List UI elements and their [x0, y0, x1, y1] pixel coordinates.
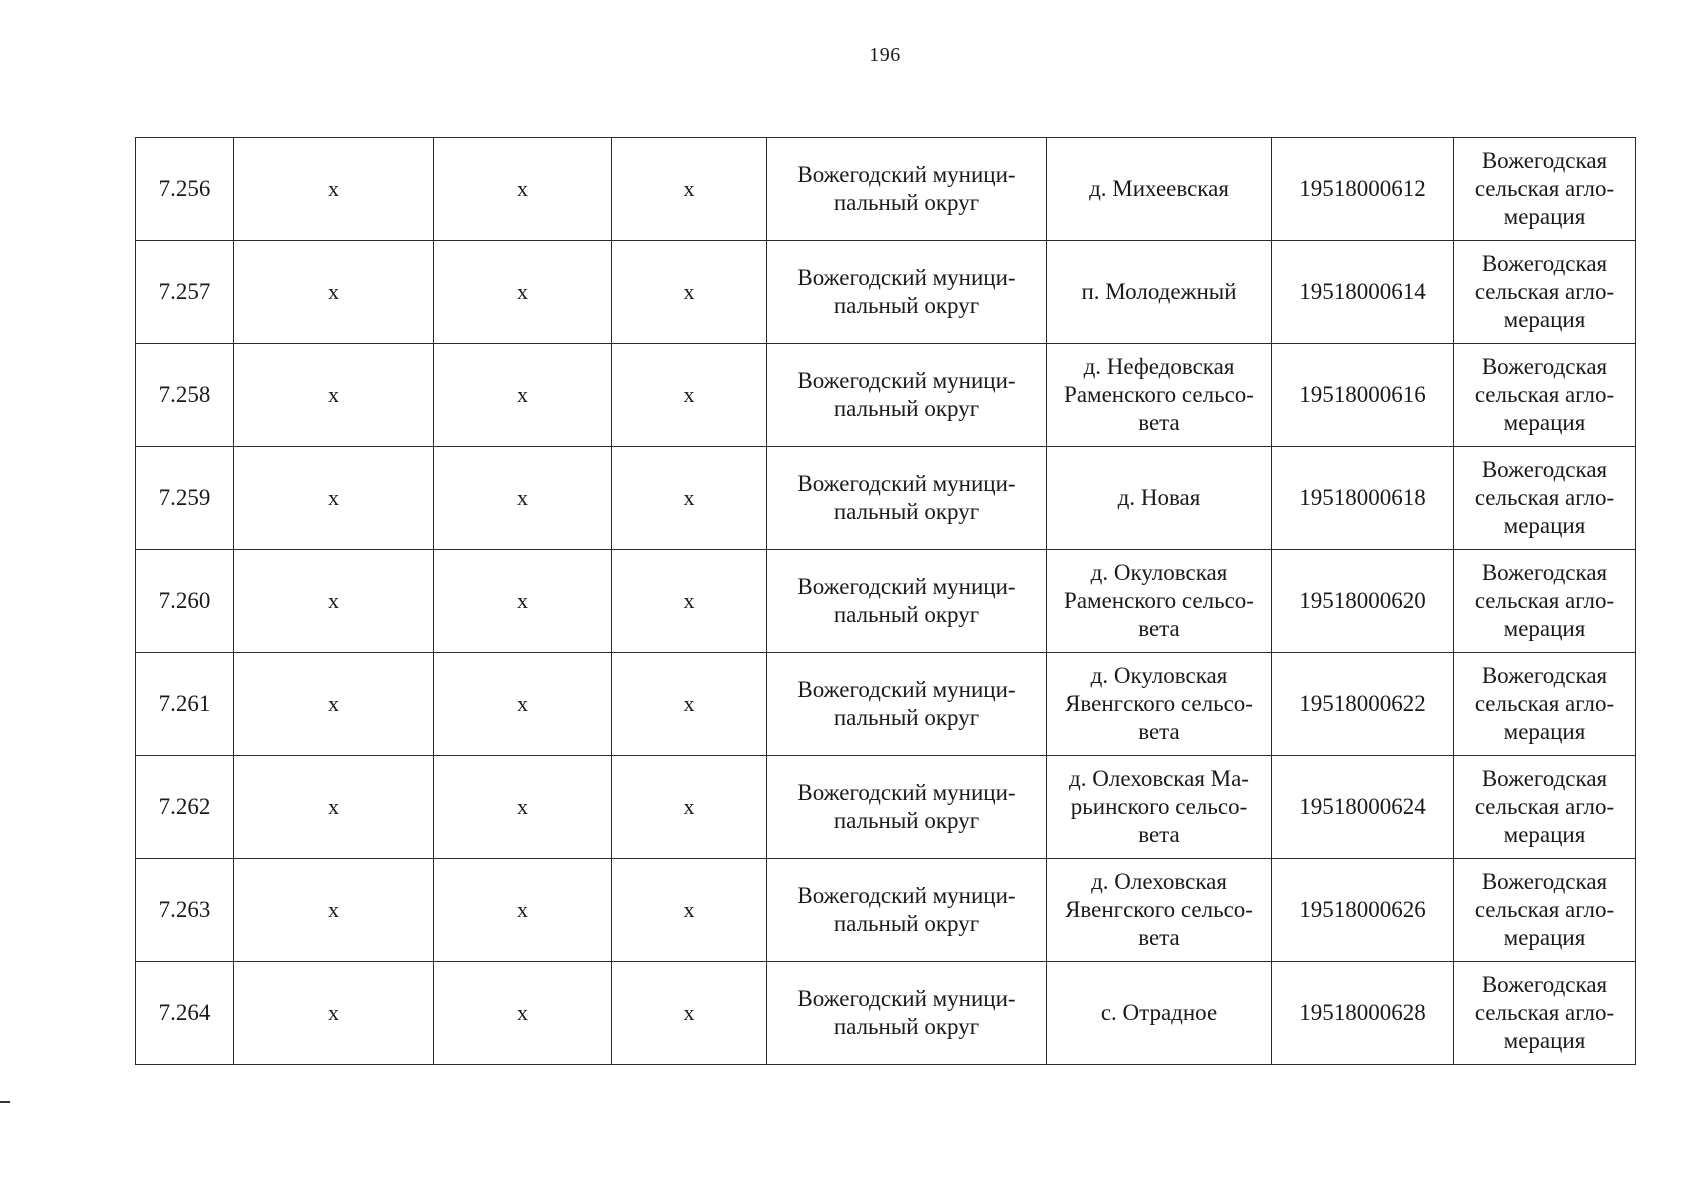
district-cell: Вожегодский муници-пальный округ: [767, 344, 1047, 447]
empty-mark-cell: х: [434, 344, 612, 447]
row-number-cell: 7.261: [136, 653, 234, 756]
code-cell: 19518000618: [1272, 447, 1454, 550]
empty-mark-cell: х: [434, 859, 612, 962]
empty-mark-cell: х: [434, 138, 612, 241]
agglomeration-cell: Вожегодская сельская агло-мерация: [1454, 138, 1636, 241]
agglomeration-cell: Вожегодская сельская агло-мерация: [1454, 447, 1636, 550]
row-number-cell: 7.256: [136, 138, 234, 241]
row-number-cell: 7.260: [136, 550, 234, 653]
row-number-cell: 7.264: [136, 962, 234, 1065]
empty-mark-cell: х: [612, 962, 767, 1065]
agglomeration-cell: Вожегодская сельская агло-мерация: [1454, 756, 1636, 859]
empty-mark-cell: х: [612, 550, 767, 653]
locality-cell: с. Отрадное: [1047, 962, 1272, 1065]
table-row: [136, 138, 1636, 241]
empty-mark-cell: х: [434, 447, 612, 550]
agglomeration-cell: Вожегодская сельская агло-мерация: [1454, 344, 1636, 447]
locality-cell: д. Олеховская Ма-рьинского сельсо-вета: [1047, 756, 1272, 859]
empty-mark-cell: х: [612, 447, 767, 550]
district-cell: Вожегодский муници-пальный округ: [767, 241, 1047, 344]
table-row: [136, 756, 1636, 859]
code-cell: 19518000612: [1272, 138, 1454, 241]
district-cell: Вожегодский муници-пальный округ: [767, 653, 1047, 756]
district-cell: Вожегодский муници-пальный округ: [767, 447, 1047, 550]
locality-cell: д. Олеховская Явенгского сельсо-вета: [1047, 859, 1272, 962]
agglomeration-cell: Вожегодская сельская агло-мерация: [1454, 962, 1636, 1065]
agglomeration-cell: Вожегодская сельская агло-мерация: [1454, 859, 1636, 962]
district-cell: Вожегодский муници-пальный округ: [767, 859, 1047, 962]
empty-mark-cell: х: [612, 138, 767, 241]
code-cell: 19518000620: [1272, 550, 1454, 653]
page-number: 196: [869, 44, 901, 66]
empty-mark-cell: х: [612, 344, 767, 447]
empty-mark-cell: х: [434, 653, 612, 756]
table-row: [136, 962, 1636, 1065]
empty-mark-cell: х: [434, 756, 612, 859]
row-number-cell: 7.259: [136, 447, 234, 550]
code-cell: 19518000626: [1272, 859, 1454, 962]
locality-cell: д. Окуловская Раменского сельсо-вета: [1047, 550, 1272, 653]
row-number-cell: 7.263: [136, 859, 234, 962]
code-cell: 19518000628: [1272, 962, 1454, 1065]
empty-mark-cell: х: [234, 550, 434, 653]
row-number-cell: 7.262: [136, 756, 234, 859]
code-cell: 19518000614: [1272, 241, 1454, 344]
empty-mark-cell: х: [434, 962, 612, 1065]
table-row: [136, 859, 1636, 962]
empty-mark-cell: х: [612, 859, 767, 962]
table-row: [136, 550, 1636, 653]
settlements-table: [135, 137, 1636, 1065]
district-cell: Вожегодский муници-пальный округ: [767, 138, 1047, 241]
code-cell: 19518000616: [1272, 344, 1454, 447]
agglomeration-cell: Вожегодская сельская агло-мерация: [1454, 653, 1636, 756]
district-cell: Вожегодский муници-пальный округ: [767, 962, 1047, 1065]
empty-mark-cell: х: [612, 241, 767, 344]
empty-mark-cell: х: [612, 653, 767, 756]
locality-cell: д. Нефедовская Раменского сельсо-вета: [1047, 344, 1272, 447]
margin-mark: [0, 1101, 10, 1103]
empty-mark-cell: х: [434, 241, 612, 344]
locality-cell: п. Молодежный: [1047, 241, 1272, 344]
agglomeration-cell: Вожегодская сельская агло-мерация: [1454, 241, 1636, 344]
table-row: [136, 344, 1636, 447]
row-number-cell: 7.258: [136, 344, 234, 447]
table-row: [136, 447, 1636, 550]
empty-mark-cell: х: [234, 447, 434, 550]
empty-mark-cell: х: [234, 138, 434, 241]
table-row: [136, 241, 1636, 344]
empty-mark-cell: х: [612, 756, 767, 859]
table-row: [136, 653, 1636, 756]
empty-mark-cell: х: [234, 344, 434, 447]
row-number-cell: 7.257: [136, 241, 234, 344]
empty-mark-cell: х: [234, 756, 434, 859]
district-cell: Вожегодский муници-пальный округ: [767, 550, 1047, 653]
locality-cell: д. Новая: [1047, 447, 1272, 550]
empty-mark-cell: х: [234, 653, 434, 756]
empty-mark-cell: х: [234, 241, 434, 344]
code-cell: 19518000624: [1272, 756, 1454, 859]
locality-cell: д. Окуловская Явенгского сельсо-вета: [1047, 653, 1272, 756]
empty-mark-cell: х: [234, 962, 434, 1065]
locality-cell: д. Михеевская: [1047, 138, 1272, 241]
district-cell: Вожегодский муници-пальный округ: [767, 756, 1047, 859]
agglomeration-cell: Вожегодская сельская агло-мерация: [1454, 550, 1636, 653]
empty-mark-cell: х: [434, 550, 612, 653]
empty-mark-cell: х: [234, 859, 434, 962]
code-cell: 19518000622: [1272, 653, 1454, 756]
